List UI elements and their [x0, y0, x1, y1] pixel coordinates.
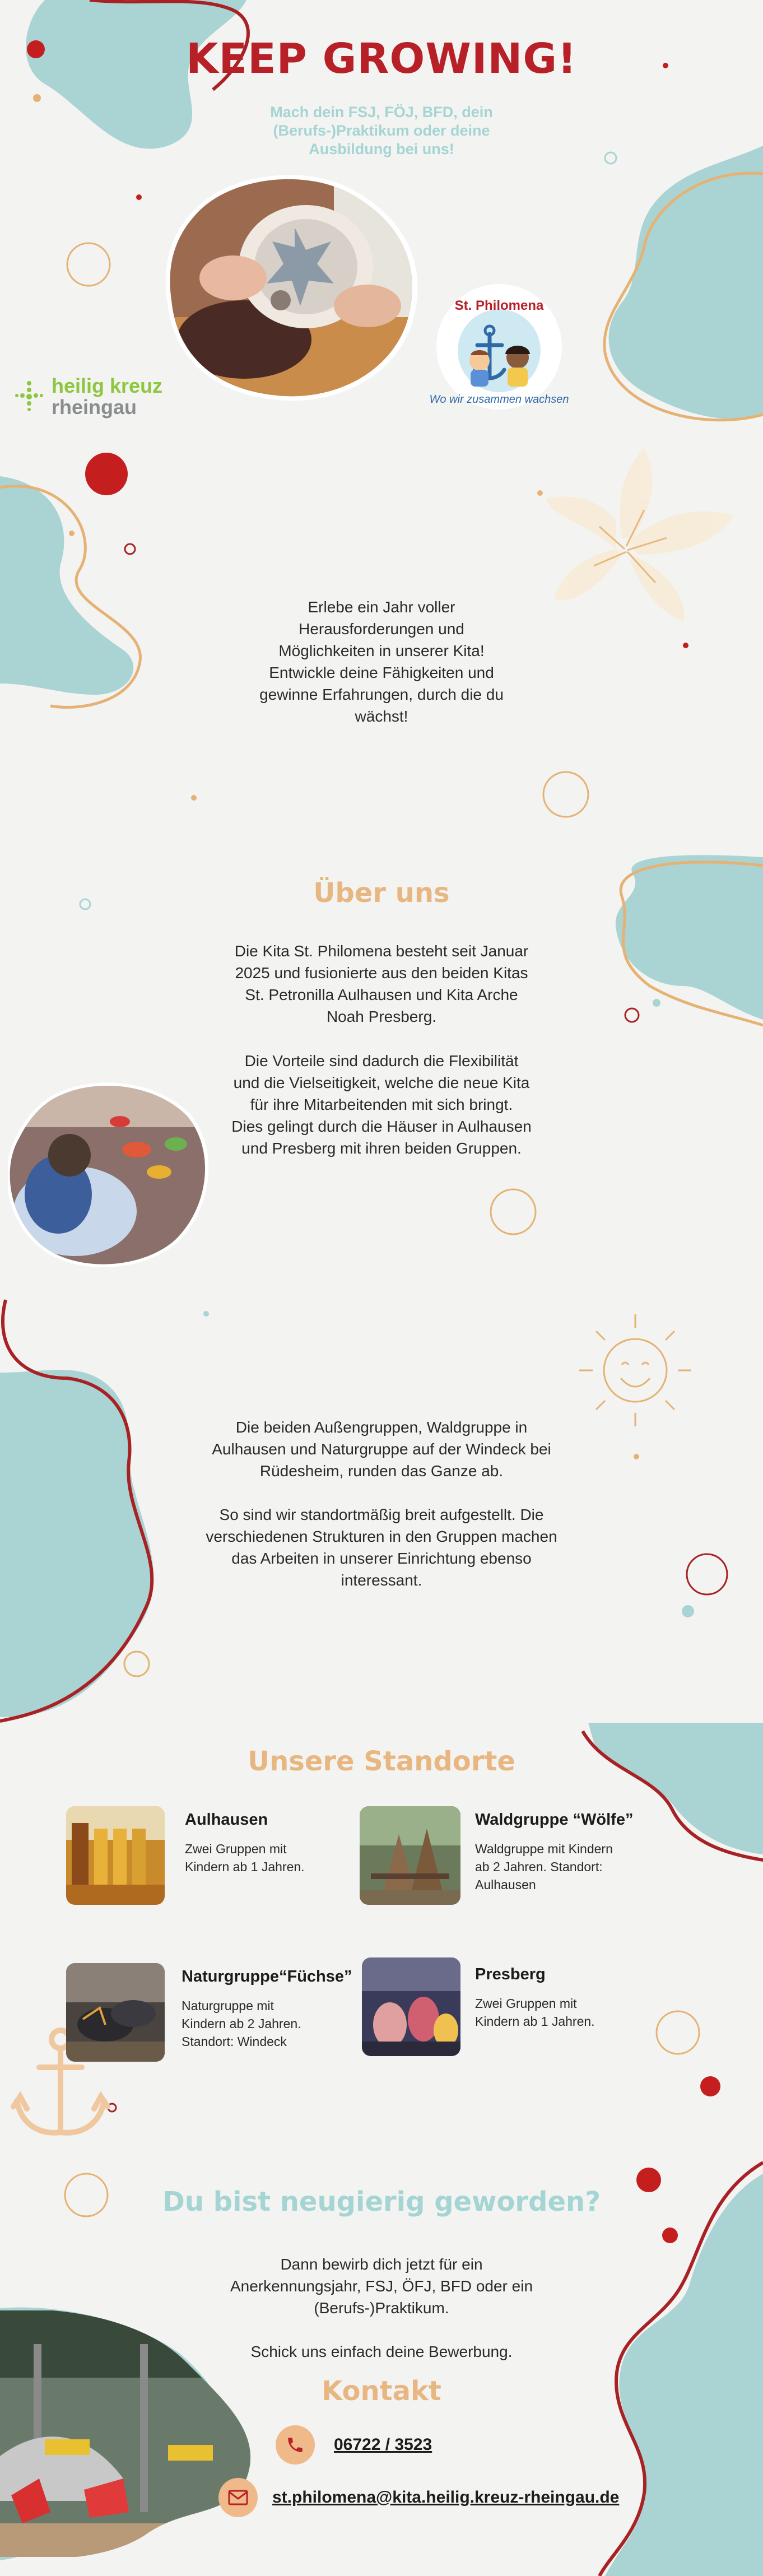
location-desc	[182, 1997, 301, 2050]
contact-title: Kontakt	[322, 2375, 441, 2407]
sun-decoration	[579, 1314, 691, 1426]
mail-icon	[228, 2490, 248, 2505]
about-line: verschiedenen Strukturen in den Gruppen machen	[206, 1528, 557, 1545]
location-photo-waldgruppe	[360, 1806, 460, 1905]
hero-photo-clay-stars	[166, 171, 424, 407]
location-desc	[475, 1840, 613, 1894]
location-desc-line: Kindern ab 1 Jahren.	[475, 2014, 595, 2029]
location-desc-line: Kindern ab 2 Jahren.	[182, 2016, 301, 2031]
location-desc-line: Aulhausen	[475, 1877, 536, 1892]
location-name: Presberg	[475, 1965, 546, 1983]
contact-email-row[interactable]	[218, 2476, 619, 2519]
about-line: Noah Presberg.	[326, 1008, 437, 1025]
intro-line: wächst!	[355, 708, 408, 725]
about-line: Die beiden Außengruppen, Waldgruppe in	[235, 1419, 528, 1436]
about-line: für ihre Mitarbeitenden mit sich bringt.	[250, 1096, 513, 1113]
location-photo-naturgruppe	[66, 1963, 165, 2062]
phone-icon-circle	[276, 2425, 315, 2465]
intro-line: Möglichkeiten in unserer Kita!	[278, 642, 485, 659]
location-card-aulhausen	[66, 1806, 324, 1907]
apply-line: Anerkennungsjahr, FSJ, ÖFJ, BFD oder ein	[230, 2277, 533, 2295]
page-subtitle: Mach dein FSJ, FÖJ, BFD, dein (Berufs-)Praktikum oder deine Ausbildung bei uns!	[270, 104, 493, 157]
location-desc-line: Waldgruppe mit Kindern	[475, 1842, 613, 1856]
location-name: Naturgruppe“Füchse”	[182, 1968, 352, 1986]
location-desc-line: ab 2 Jahren. Standort:	[475, 1859, 603, 1874]
mail-icon-circle	[218, 2478, 258, 2517]
location-desc-line: Zwei Gruppen mit	[185, 1842, 287, 1856]
location-desc-line: Zwei Gruppen mit	[475, 1996, 577, 2011]
about-paragraph-4	[185, 1504, 578, 1591]
apply-line: (Berufs-)Praktikum.	[314, 2299, 449, 2317]
apply-title: Du bist neugierig geworden?	[162, 2186, 601, 2217]
about-line: St. Petronilla Aulhausen und Kita Arche	[245, 986, 518, 1003]
location-card-presberg	[362, 1957, 631, 2058]
intro-line: Erlebe ein Jahr voller	[308, 598, 455, 616]
about-photo-child-playing	[8, 1082, 210, 1271]
location-card-naturgruppe	[66, 1963, 357, 2064]
page-title: KEEP GROWING!	[186, 35, 577, 83]
location-name: Aulhausen	[185, 1811, 268, 1829]
about-line: Aulhausen und Naturgruppe auf der Windeck bei	[212, 1440, 551, 1458]
location-desc	[185, 1840, 305, 1876]
apply-text	[185, 2253, 578, 2319]
apply-cta: Schick uns einfach deine Bewerbung.	[250, 2343, 513, 2360]
intro-line: Herausforderungen und	[299, 620, 464, 638]
apply-line: Dann bewirb dich jetzt für ein	[280, 2256, 483, 2273]
philomena-name: St. Philomena	[454, 298, 544, 313]
about-line: das Arbeiten in unserer Einrichtung ebenso	[231, 1550, 532, 1567]
about-paragraph-1	[185, 940, 578, 1027]
contact-email-link[interactable]: st.philomena@kita.heilig.kreuz-rheingau.de	[272, 2488, 620, 2507]
heilig-kreuz-text: heilig kreuz	[52, 374, 163, 397]
rheingau-text: rheingau	[52, 396, 137, 419]
about-line: Dies gelingt durch die Häuser in Aulhausen	[231, 1118, 532, 1135]
location-photo-aulhausen	[66, 1806, 165, 1905]
intro-text	[213, 596, 550, 727]
about-line: 2025 und fusionierte aus den beiden Kitas	[235, 964, 528, 982]
about-line: und die Vielseitigkeit, welche die neue Kita	[233, 1074, 530, 1091]
contact-phone-row[interactable]	[276, 2424, 432, 2466]
phone-icon	[286, 2435, 305, 2454]
location-photo-presberg	[362, 1957, 460, 2056]
about-paragraph-3	[185, 1416, 578, 1482]
location-card-waldgruppe	[360, 1806, 651, 1907]
contact-phone-link[interactable]: 06722 / 3523	[334, 2435, 432, 2454]
location-desc-line: Naturgruppe mit	[182, 1998, 274, 2013]
about-line: So sind wir standortmäßig breit aufgestellt. Die	[219, 1506, 544, 1523]
location-name: Waldgruppe “Wölfe”	[475, 1811, 634, 1829]
playground-photo	[0, 2310, 263, 2557]
about-line: und Presberg mit ihren beiden Gruppen.	[241, 1140, 522, 1157]
about-line: interessant.	[341, 1571, 422, 1589]
cross-dots-icon	[12, 379, 46, 412]
about-line: Die Kita St. Philomena besteht seit Januar	[234, 942, 529, 960]
location-desc	[475, 1994, 595, 2030]
location-desc-line: Kindern ab 1 Jahren.	[185, 1859, 305, 1874]
heilig-kreuz-logo	[12, 374, 163, 419]
about-line: Rüdesheim, runden das Ganze ab.	[259, 1462, 504, 1480]
locations-title: Unsere Standorte	[248, 1746, 515, 1777]
intro-line: gewinne Erfahrungen, durch die du	[259, 686, 504, 703]
about-title: Über uns	[313, 877, 450, 909]
st-philomena-logo	[429, 282, 569, 411]
location-desc-line: Standort: Windeck	[182, 2034, 287, 2049]
about-paragraph-2	[185, 1050, 578, 1159]
about-line: Die Vorteile sind dadurch die Flexibilität	[244, 1052, 519, 1070]
intro-line: Entwickle deine Fähigkeiten und	[269, 664, 494, 681]
philomena-motto: Wo wir zusammen wachsen	[429, 393, 569, 406]
lily-flower-decoration	[546, 448, 734, 622]
